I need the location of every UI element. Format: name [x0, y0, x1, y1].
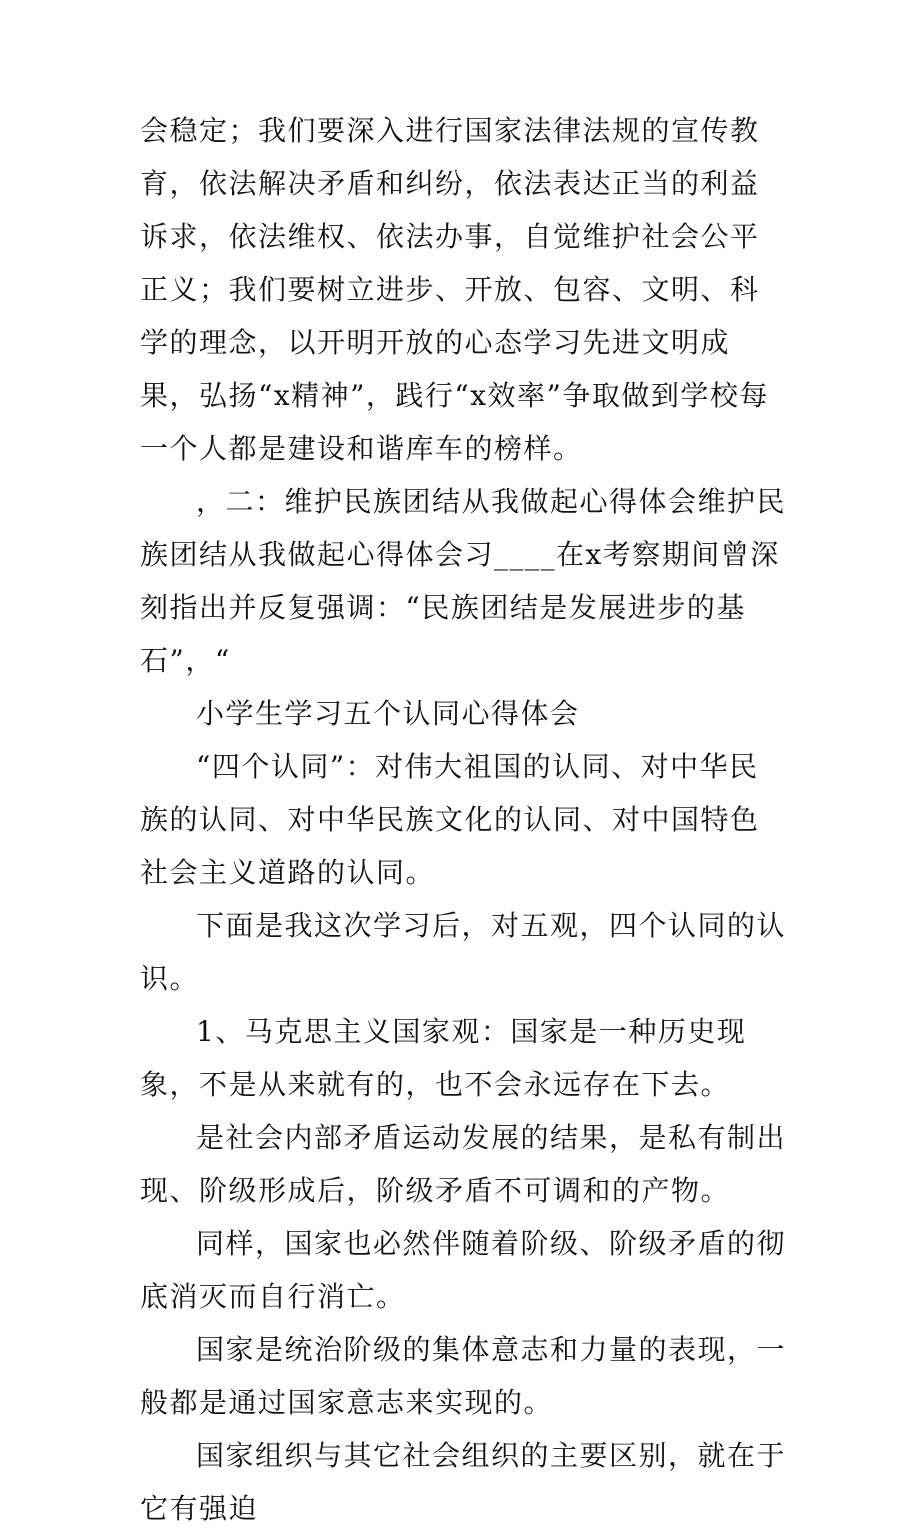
paragraph-ruling-class: 国家是统治阶级的集体意志和力量的表现，一般都是通过国家意志来实现的。 [140, 1333, 787, 1419]
paragraph-state-demise: 同样，国家也必然伴随着阶级、阶级矛盾的彻底消灭而自行消亡。 [140, 1227, 787, 1313]
paragraph-state-organization: 国家组织与其它社会组织的主要区别，就在于它有强迫 [140, 1439, 787, 1525]
paragraph-section-two: ，二：维护民族团结从我做起心得体会维护民族团结从我做起心得体会习____在x考察期间曾深刻指出并反复强调：“民族团结是发展进步的基石”，“ [140, 485, 787, 677]
paragraph-continuation: 会稳定；我们要深入进行国家法律法规的宣传教育，依法解决矛盾和纠纷，依法表达正当的利益诉求，依法维权、依法办事，自觉维护社会公平正义；我们要树立进步、开放、包容、文明、科学的理念，以开明开放的心态学习先进文明成果，弘扬“x精神”，践行“x效率”争取做到学校每一个人都是建设和谐库车的榜样。 [140, 114, 769, 465]
paragraph-state-view: 1、马克思主义国家观：国家是一种历史现象，不是从来就有的，也不会永远存在下去。 [140, 1015, 747, 1101]
paragraph-four-identities: “四个认同”：对伟大祖国的认同、对中华民族的认同、对中华民族文化的认同、对中国特色社会主义道路的认同。 [140, 750, 760, 889]
document-body [140, 104, 786, 1535]
section-heading: 小学生学习五个认同心得体会 [196, 697, 580, 730]
paragraph-intro: 下面是我这次学习后，对五观，四个认同的认识。 [140, 909, 787, 995]
paragraph-social-contradiction: 是社会内部矛盾运动发展的结果，是私有制出现、阶级形成后，阶级矛盾不可调和的产物。 [140, 1121, 787, 1207]
